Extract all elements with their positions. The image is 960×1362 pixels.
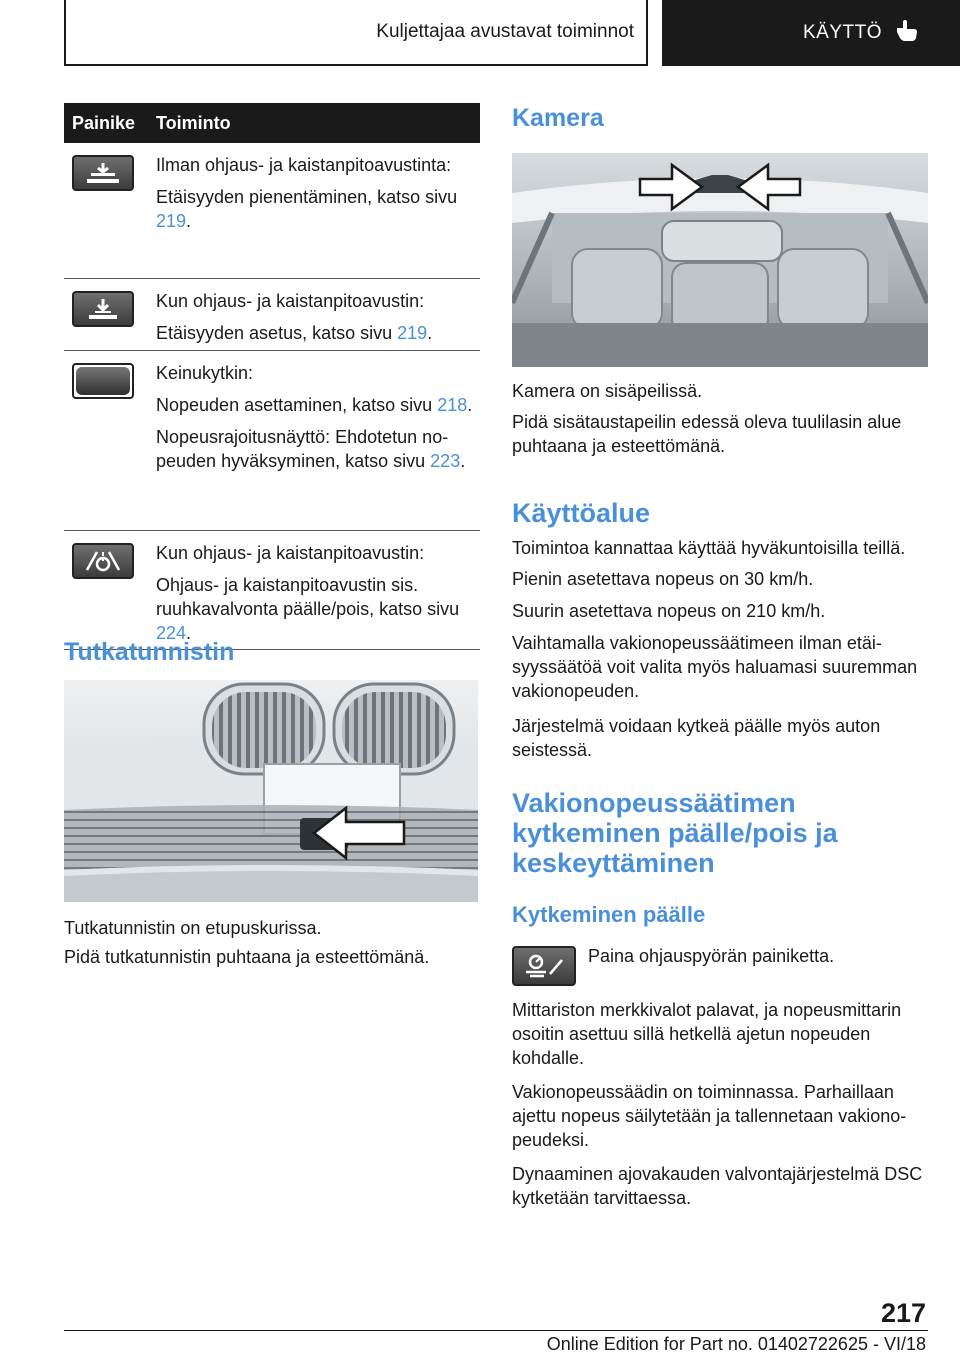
- distance-decrease-icon: [72, 155, 134, 191]
- row-text: Nopeusrajoitusnäyttö: Ehdotetun nopeuden hyväksyminen, katso sivu: [156, 427, 449, 471]
- radar-text-2: Pidä tutkatunnistin puhtaana ja esteettömänä.: [64, 947, 430, 967]
- rocker-switch-icon: [72, 363, 134, 399]
- chapter-title: KÄYTTÖ: [802, 22, 882, 43]
- cruise-heading: [512, 788, 838, 878]
- row-text: Ilman ohjaus- ja kaistanpitoavustinta:: [156, 155, 452, 175]
- footer-rule: [64, 1330, 928, 1331]
- radar-heading: Tutkatunnistin: [64, 638, 235, 666]
- usage-text-2: Pienin asetettava nopeus on 30 km/h.: [512, 569, 814, 589]
- column-header-function: Toiminto: [156, 112, 231, 133]
- row-text: Nopeuden asettaminen, katso sivu: [156, 395, 433, 415]
- usage-text-4: Vaihtamalla vakionopeussäätimeen ilman etäisyyssäätöä voit valita myös haluamasi suuremman vakionopeuden.: [512, 633, 918, 701]
- table-row: Ilman ohjaus- ja kaistanpitoavustinta: Etäisyyden pienentäminen, katso sivu 219.: [64, 143, 480, 279]
- page-link[interactable]: 223: [430, 451, 461, 471]
- page-link[interactable]: 224: [156, 623, 187, 643]
- table-row: Kun ohjaus- ja kaistanpitoavustin: Ohjaus- ja kaistanpitoavustin sis. ruuhkavalvonta päälle/pois, katso sivu 224.: [64, 531, 480, 650]
- page-number: 217: [880, 1298, 926, 1328]
- table-row: Keinukytkin: Nopeuden asettaminen, katso sivu 218. Nopeusrajoitusnäyttö: Ehdotetun nopeuden hyväksyminen, katso sivu 223.: [64, 351, 480, 531]
- row-text: Etäisyyden asetus, katso sivu: [156, 323, 393, 343]
- distance-set-icon: [72, 291, 134, 327]
- cruise-text-1: Mittariston merkkivalot palavat, ja nopeusmittarin osoitin asettuu sillä hetkellä ajetun nopeuden kohdalle.: [512, 1000, 902, 1068]
- camera-heading: Kamera: [512, 104, 604, 132]
- camera-mirror-image: [512, 153, 928, 367]
- cruise-heading-line: keskeyttäminen: [512, 848, 715, 878]
- cruise-button-icon: [512, 946, 576, 986]
- camera-text-1: Kamera on sisäpeilissä.: [512, 381, 703, 401]
- row-text: Ohjaus- ja kaistanpitoavustin sis. ruuhkavalvonta päälle/pois, katso sivu: [156, 575, 460, 619]
- radar-text-1: Tutkatunnistin on etupuskurissa.: [64, 918, 322, 938]
- row-text: Etäisyyden pienentäminen, katso sivu: [156, 187, 458, 207]
- cruise-heading-line: Vakionopeussäätimen: [512, 788, 796, 818]
- row-text: Kun ohjaus- ja kaistanpitoavustin:: [156, 291, 425, 311]
- button-function-table: [64, 103, 480, 650]
- row-text: Keinukytkin:: [156, 363, 254, 383]
- page-link[interactable]: 219: [156, 211, 187, 231]
- usage-text-1: Toimintoa kannattaa käyttää hyväkuntoisilla teillä.: [512, 538, 906, 558]
- footer-edition: Online Edition for Part no. 01402722625 - VI/18: [546, 1334, 926, 1354]
- table-header: [64, 103, 480, 143]
- usage-text-3: Suurin asetettava nopeus on 210 km/h.: [512, 601, 826, 621]
- header-chapter-tab[interactable]: [662, 0, 960, 66]
- column-header-button: Painike: [72, 112, 136, 133]
- page-link[interactable]: 219: [397, 323, 428, 343]
- table-row: Kun ohjaus- ja kaistanpitoavustin: Etäisyyden asetus, katso sivu 219.: [64, 279, 480, 351]
- camera-text-2: Pidä sisätaustapeilin edessä oleva tuulilasin alue puhtaana ja esteettömänä.: [512, 412, 902, 456]
- pointing-hand-icon: [894, 18, 920, 48]
- header-section-title: [64, 0, 648, 66]
- switch-on-subheading: Kytkeminen päälle: [512, 902, 706, 927]
- steering-assistant-icon: [72, 543, 134, 579]
- section-title: Kuljettajaa avustavat toiminnot: [376, 21, 634, 42]
- cruise-heading-line: kytkeminen päälle/pois ja: [512, 818, 838, 848]
- usage-heading: Käyttöalue: [512, 498, 651, 528]
- cruise-text-3: Dynaaminen ajovakauden valvontajärjestelmä DSC kytketään tarvittaessa.: [512, 1164, 923, 1208]
- row-text: Kun ohjaus- ja kaistanpitoavustin:: [156, 543, 425, 563]
- press-button-text: Paina ohjauspyörän painiketta.: [588, 946, 835, 966]
- radar-sensor-image: [64, 680, 478, 902]
- usage-text-5: Järjestelmä voidaan kytkeä päälle myös auton seistessä.: [512, 716, 881, 760]
- cruise-text-2: Vakionopeussäädin on toiminnassa. Parhaillaan ajettu nopeus säilytetään ja tallennetaan vakionopeudeksi.: [512, 1082, 907, 1150]
- page-link[interactable]: 218: [437, 395, 468, 415]
